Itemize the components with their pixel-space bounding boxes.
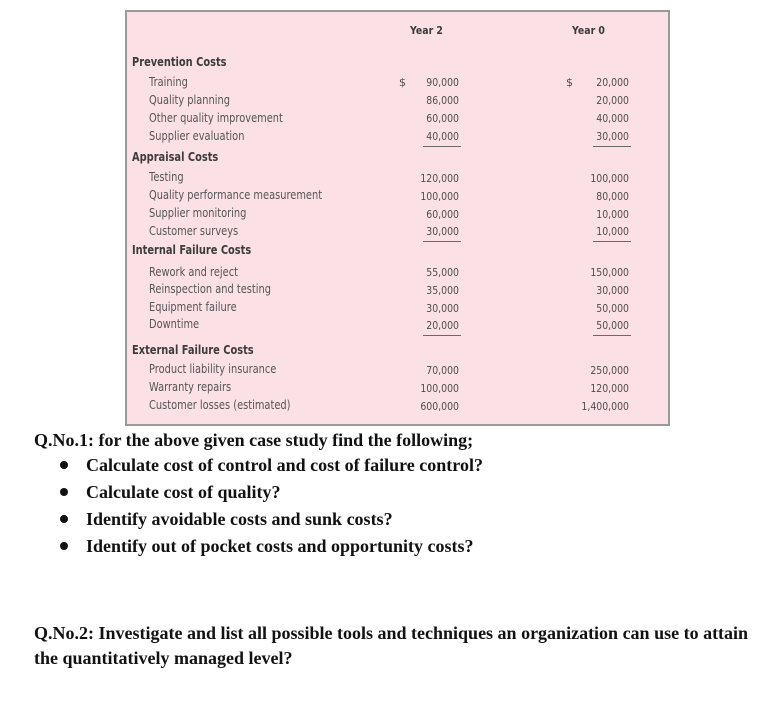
year0-value: 50,000 (596, 319, 629, 332)
year2-value: 100,000 (420, 382, 459, 395)
year2-value: 90,000 (426, 76, 459, 89)
row-label: Customer losses (estimated) (149, 398, 291, 412)
list-item (60, 507, 483, 534)
row-label: Product liability insurance (149, 362, 277, 376)
year0-value: 50,000 (596, 302, 629, 315)
year2-value: 70,000 (426, 364, 459, 377)
list-item (60, 534, 483, 561)
year2-value: 600,000 (420, 400, 459, 413)
row-label: Rework and reject (149, 265, 238, 279)
bullet-text: Calculate cost of quality? (86, 482, 281, 502)
section-prevention-costs: Prevention Costs (132, 55, 227, 69)
dollar-sign: $ (399, 76, 406, 89)
year0-value: 250,000 (590, 364, 629, 377)
row-label: Customer surveys (149, 224, 239, 238)
year2-value: 60,000 (426, 112, 459, 125)
row-label: Downtime (149, 317, 200, 331)
header-year-0: Year 0 (572, 24, 605, 37)
year0-value: 10,000 (596, 225, 629, 238)
question-1-bullets (60, 453, 483, 561)
row-label: Testing (149, 170, 184, 184)
year2-value: 55,000 (426, 266, 459, 279)
year0-value: 10,000 (596, 208, 629, 221)
year0-value: 20,000 (596, 94, 629, 107)
section-external-failure-costs: External Failure Costs (132, 343, 254, 357)
section-appraisal-costs: Appraisal Costs (132, 150, 219, 164)
year0-value: 20,000 (596, 76, 629, 89)
year2-value: 86,000 (426, 94, 459, 107)
year0-value: 120,000 (590, 382, 629, 395)
bullet-dot-icon (60, 461, 68, 469)
year2-value: 30,000 (426, 225, 459, 238)
year0-value: 80,000 (596, 190, 629, 203)
row-label: Other quality improvement (149, 111, 283, 125)
bullet-text: Identify out of pocket costs and opportunity costs? (86, 536, 474, 556)
bullet-dot-icon (60, 515, 68, 523)
year2-value: 20,000 (426, 319, 459, 332)
header-year-2: Year 2 (410, 24, 443, 37)
year0-value: 30,000 (596, 130, 629, 143)
year2-value: 100,000 (420, 190, 459, 203)
year2-value: 30,000 (426, 302, 459, 315)
row-label: Supplier monitoring (149, 206, 247, 220)
question-1-heading: Q.No.1: for the above given case study find the following; (34, 430, 474, 450)
section-internal-failure-costs: Internal Failure Costs (132, 243, 252, 257)
year0-value: 100,000 (590, 172, 629, 185)
row-label: Reinspection and testing (149, 282, 271, 296)
year2-value: 35,000 (426, 284, 459, 297)
question-2: Q.No.2: Investigate and list all possible tools and techniques an organization can use to attain the quantitatively managed level? (34, 623, 749, 668)
bullet-text: Calculate cost of control and cost of failure control? (86, 455, 483, 475)
year2-value: 120,000 (420, 172, 459, 185)
year0-value: 150,000 (590, 266, 629, 279)
bullet-dot-icon (60, 542, 68, 550)
row-label: Quality planning (149, 93, 230, 107)
bullet-text: Identify avoidable costs and sunk costs? (86, 509, 393, 529)
row-label: Equipment failure (149, 300, 237, 314)
list-item (60, 480, 483, 507)
row-label: Supplier evaluation (149, 129, 245, 143)
list-item (60, 453, 483, 480)
year0-value: 30,000 (596, 284, 629, 297)
dollar-sign: $ (566, 76, 573, 89)
year2-value: 60,000 (426, 208, 459, 221)
year0-value: 40,000 (596, 112, 629, 125)
bullet-dot-icon (60, 488, 68, 496)
year0-value: 1,400,000 (581, 400, 629, 413)
year2-value: 40,000 (426, 130, 459, 143)
row-label: Training (149, 75, 188, 89)
row-label: Warranty repairs (149, 380, 232, 394)
row-label: Quality performance measurement (149, 188, 323, 202)
